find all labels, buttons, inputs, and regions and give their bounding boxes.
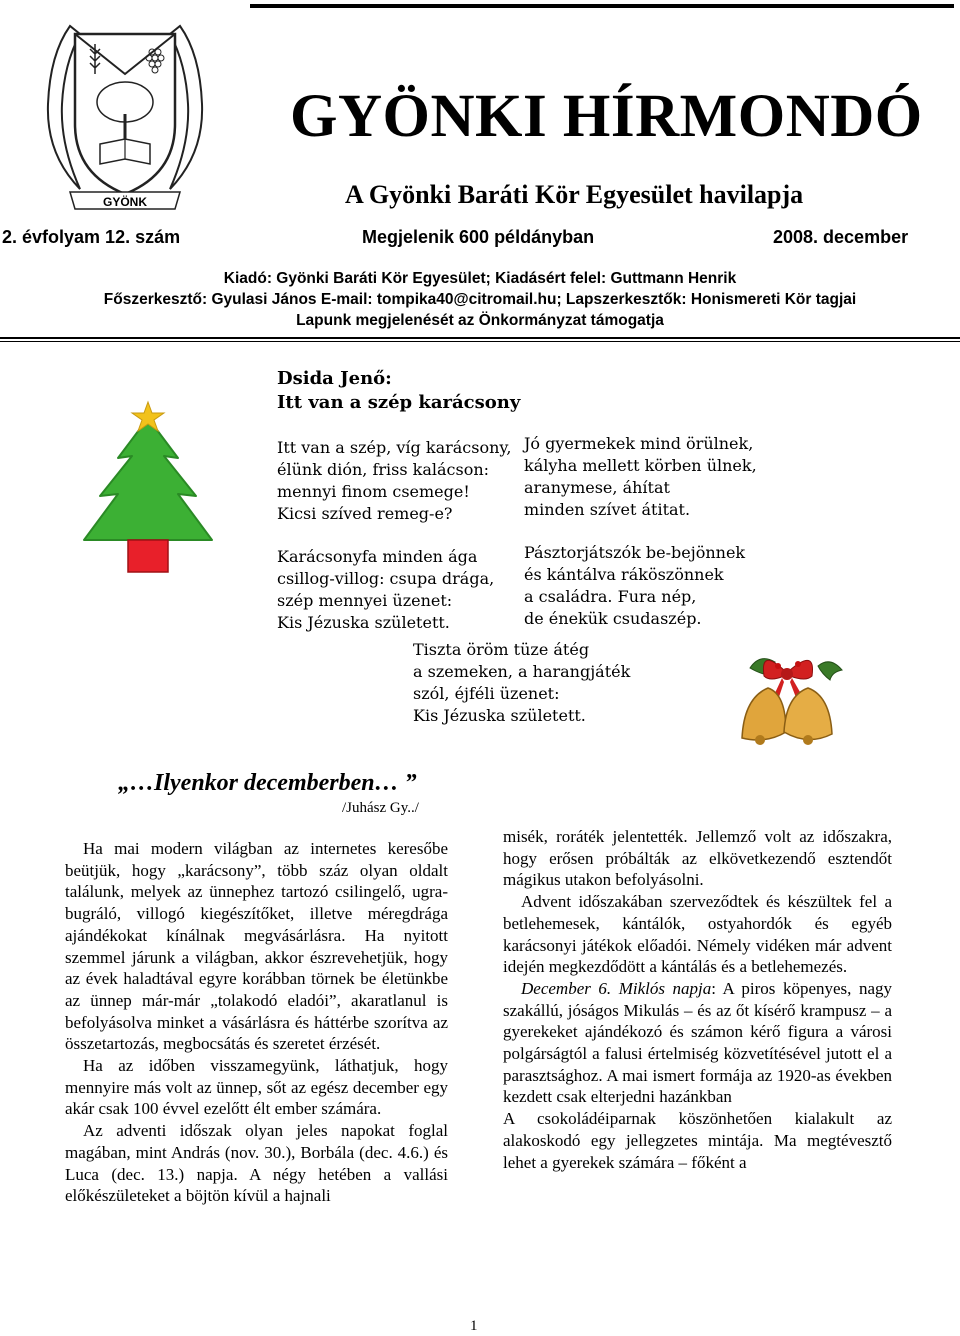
- article-paragraph: misék, roráték jelentették. Jellemző volt az időszakra, hogy erősen próbálták az elkövetkezendő esztendőt mágikus utakon befolyásolni.: [503, 827, 892, 890]
- article-paragraph: [503, 978, 892, 1108]
- poem-line: Karácsonyfa minden ága: [277, 547, 478, 566]
- poem-line: és kántálva ráköszönnek: [524, 565, 724, 584]
- poem-stanza-1: [277, 437, 511, 525]
- page-number: 1: [470, 1318, 478, 1334]
- article-right-column: [503, 826, 892, 1173]
- poem-line: Kicsi szíved remeg-e?: [277, 504, 453, 523]
- article-paragraph: Ha az időben visszamegyünk, láthatjuk, hogy mennyire más volt az ünnep, sőt az egész december egy akár csak 100 évvel ezelőtt élt ember számára.: [65, 1056, 448, 1119]
- header-divider: [0, 337, 960, 339]
- article-paragraph: Az adventi időszak olyan jeles napokat foglal magában, mint András (nov. 30.), Borbála (dec. 4.6.) és Luca (dec. 13.) napja. A négy hetében a vallási előkészületeket a böjtön kívül a hajnali: [65, 1121, 448, 1206]
- poem-stanza-5: [413, 639, 630, 727]
- header-divider-thin: [0, 341, 960, 342]
- poem-author: Dsida Jenő:: [277, 368, 392, 389]
- support-line: Lapunk megjelenését az Önkormányzat támogatja: [296, 312, 664, 329]
- article-left-column: [65, 838, 448, 1207]
- poem-line: szól, éjféli üzenet:: [413, 684, 560, 703]
- print-run: Megjelenik 600 példányban: [362, 227, 595, 247]
- issue-number: 2. évfolyam 12. szám: [2, 227, 181, 247]
- poem-line: Pásztorjátszók be-bejönnek: [524, 543, 746, 562]
- newspaper-title: GYÖNKI HÍRMONDÓ: [290, 83, 923, 150]
- article-paragraph: A csokoládéiparnak köszönhetően kialakult az alakoskodó egy jellegzetes mintája. Ma megtévesztő lehet a gyerekek számára – főként a: [503, 1109, 892, 1172]
- top-rule: [250, 4, 954, 8]
- article-author: /Juhász Gy../: [342, 800, 419, 816]
- poem-line: Kis Jézuska született.: [277, 613, 450, 632]
- poem-line: Tiszta öröm tüze átég: [413, 640, 590, 659]
- editor-line: Főszerkesztő: Gyulasi János E-mail: tompika40@citromail.hu; Lapszerkesztők: Honismereti Kör tagjai: [103, 291, 857, 308]
- poem-line: csillog-villog: csupa drága,: [277, 569, 495, 588]
- poem-line: mennyi finom csemege!: [277, 482, 470, 501]
- christmas-tree-icon: [78, 400, 218, 578]
- poem-line: kályha mellett körben ülnek,: [524, 456, 757, 475]
- publisher-line: Kiadó: Gyönki Baráti Kör Egyesület; Kiadásért felel: Guttmann Henrik: [223, 270, 737, 287]
- newspaper-subtitle: A Gyönki Baráti Kör Egyesület havilapja: [345, 180, 804, 209]
- poem-line: szép mennyei üzenet:: [277, 591, 453, 610]
- poem-stanza-2: [277, 546, 494, 634]
- poem-line: de énekük csudaszép.: [524, 609, 702, 628]
- poem-line: élünk dión, friss kalácson:: [277, 460, 490, 479]
- poem-line: a családra. Fura nép,: [524, 587, 697, 606]
- article-title: „…Ilyenkor decemberben… ”: [118, 770, 417, 796]
- article-paragraph: Ha mai modern világban az internetes keresőbe beütjük, hogy „karácsony”, több száz olyan oldalt találunk, melyek az ünnephez tartozó csilingelő, ugra-bugráló, villogó kiegészítőket, illetve méregdrága ajándékokat kínálnak megvásárlásra. Ha nyitott szemmel járunk a világban, akkor észrevehetjük, hogy az évek haladtával egyre korábban törnek be életünkbe az ünnep már-már „tolakodó eladói”, akaratlanul is befolyásolva minket a vásárlásra és háttérbe szorítva az összetartozás, megbocsátás és szeretet érzését.: [65, 839, 448, 1054]
- poem-stanza-4: [524, 542, 745, 630]
- poem-line: a szemeken, a harangjáték: [413, 662, 631, 681]
- mikulas-date: December 6.: [521, 978, 612, 998]
- issue-date: 2008. december: [773, 227, 909, 247]
- poem-line: minden szívet átitat.: [524, 500, 691, 519]
- christmas-bells-icon: [720, 648, 850, 748]
- poem-line: Itt van a szép, víg karácsony,: [277, 438, 512, 457]
- mikulas-text: : A piros köpenyes, nagy szakállú, jóságos Mikulás – és az őt kísérő krampusz – a gyerekeket ajándékozó és számon kérő figura a városi polgárságtól a falusi értelmiség közvetítésével jutott el a parasztsághoz. A mai ismert formája az 1920-as években kezdett csak elterjedni hazánkban: [503, 978, 892, 1107]
- poem-line: Jó gyermekek mind örülnek,: [524, 434, 754, 453]
- poem-title: Itt van a szép karácsony: [277, 392, 521, 413]
- article-paragraph: Advent időszakában szerveződtek és készültek fel a betlehemesek, kántálók, ostyahordók és egyéb karácsonyi játékok előadói. Némely vidéken már advent idején megkezdődött a kántálás és a betlehemezés.: [503, 892, 892, 977]
- poem-line: aranymese, áhítat: [524, 478, 670, 497]
- poem-stanza-3: [524, 433, 757, 521]
- coat-of-arms-icon: [40, 14, 210, 214]
- poem-line: Kis Jézuska született.: [413, 706, 586, 725]
- mikulas-name: Miklós napja: [618, 978, 712, 998]
- crest-banner-text: GYÖNK: [102, 195, 148, 209]
